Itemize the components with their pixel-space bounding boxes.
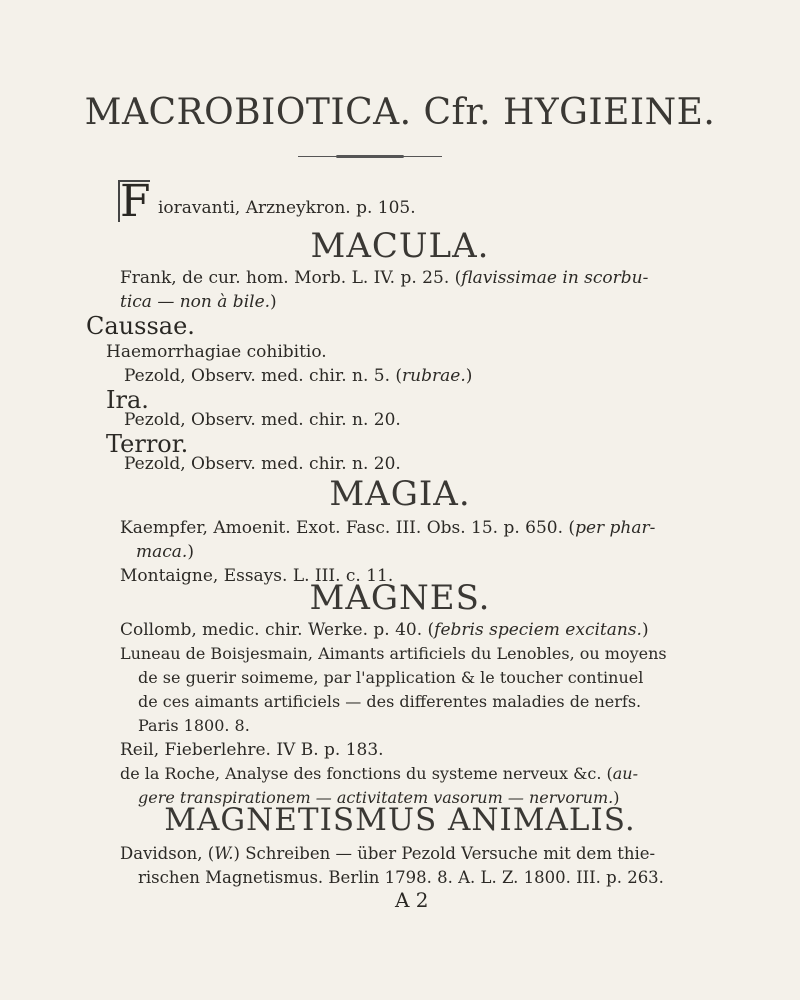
entry-pezold-1-italic: rubrae. bbox=[402, 366, 466, 386]
entry-kaempfer-italic-2: maca. bbox=[136, 542, 188, 562]
entry-frank-line2 bbox=[120, 292, 277, 312]
entry-frank-italic: flavissimae in scorbu- bbox=[461, 268, 649, 288]
entry-montaigne: Montaigne, Essays. L. III. c. 11. bbox=[120, 566, 394, 586]
entry-pezold-1 bbox=[124, 366, 472, 386]
entry-pezold-1-close: ) bbox=[465, 366, 473, 386]
entry-davidson-line1 bbox=[120, 844, 655, 863]
entry-frank-line1 bbox=[120, 268, 648, 288]
entry-collomb-italic: febris speciem excitans. bbox=[434, 620, 642, 640]
entry-frank-close: ) bbox=[270, 292, 277, 312]
entry-collomb bbox=[120, 620, 649, 640]
entry-davidson-text-2: ) Schreiben — über Pezold Versuche mit dem thie- bbox=[233, 844, 656, 863]
entry-frank-italic-2: tica — non à bile. bbox=[120, 292, 271, 312]
drop-cap: F bbox=[120, 176, 151, 227]
entry-luneau-line1: Luneau de Boisjesmain, Aimants artificiels du Lenobles, ou moyens bbox=[120, 644, 667, 663]
entry-kaempfer-line2 bbox=[136, 542, 194, 562]
entry-pezold-1-text: Pezold, Observ. med. chir. n. 5. ( bbox=[124, 366, 403, 386]
heading-caussae: Caussae. bbox=[86, 312, 195, 340]
subhead-ira: Ira. bbox=[106, 386, 149, 414]
entry-pezold-3: Pezold, Observ. med. chir. n. 20. bbox=[124, 454, 401, 474]
entry-laroche-italic: au- bbox=[612, 764, 638, 783]
entry-kaempfer-close: ) bbox=[187, 542, 194, 562]
entry-pezold-2: Pezold, Observ. med. chir. n. 20. bbox=[124, 410, 401, 430]
entry-davidson-italic: W. bbox=[214, 844, 234, 863]
entry-laroche-close: ) bbox=[613, 788, 620, 807]
entry-luneau-line3: de ces aimants artificiels — des differentes maladies de nerfs. bbox=[138, 692, 642, 711]
ornamental-rule bbox=[298, 156, 442, 157]
heading-macula: MACULA. bbox=[310, 226, 490, 266]
entry-laroche-text: de la Roche, Analyse des fonctions du systeme nerveux &c. ( bbox=[120, 764, 613, 783]
signature-mark: A 2 bbox=[395, 888, 429, 912]
entry-davidson-line2: rischen Magnetismus. Berlin 1798. 8. A. L. Z. 1800. III. p. 263. bbox=[138, 868, 664, 887]
entry-collomb-close: ) bbox=[641, 620, 649, 640]
heading-magia: MAGIA. bbox=[329, 474, 471, 514]
subhead-terror: Terror. bbox=[106, 430, 189, 458]
entry-luneau-line4: Paris 1800. 8. bbox=[138, 716, 250, 735]
entry-kaempfer-italic: per phar- bbox=[575, 518, 656, 538]
entry-reil: Reil, Fieberlehre. IV B. p. 183. bbox=[120, 740, 384, 760]
entry-davidson-text: Davidson, ( bbox=[120, 844, 215, 863]
subhead-haemorrhagiae: Haemorrhagiae cohibitio. bbox=[106, 342, 327, 362]
entry-fioravanti: ioravanti, Arzneykron. p. 105. bbox=[158, 198, 416, 218]
running-header: MACROBIOTICA. Cfr. HYGIEINE. bbox=[84, 92, 716, 133]
heading-magnetismus: MAGNETISMUS ANIMALIS. bbox=[164, 802, 636, 838]
entry-luneau-line2: de se guerir soimeme, par l'application & le toucher continuel bbox=[138, 668, 644, 687]
heading-magnes: MAGNES. bbox=[309, 578, 491, 618]
entry-laroche-line1 bbox=[120, 764, 638, 783]
entry-collomb-text: Collomb, medic. chir. Werke. p. 40. ( bbox=[120, 620, 435, 640]
entry-laroche-italic-2: gere transpirationem — activitatem vasorum — nervorum. bbox=[138, 788, 614, 807]
entry-kaempfer-line1 bbox=[120, 518, 655, 538]
entry-frank-text: Frank, de cur. hom. Morb. L. IV. p. 25. ( bbox=[120, 268, 462, 288]
entry-kaempfer-text: Kaempfer, Amoenit. Exot. Fasc. III. Obs. 15. p. 650. ( bbox=[120, 518, 576, 538]
